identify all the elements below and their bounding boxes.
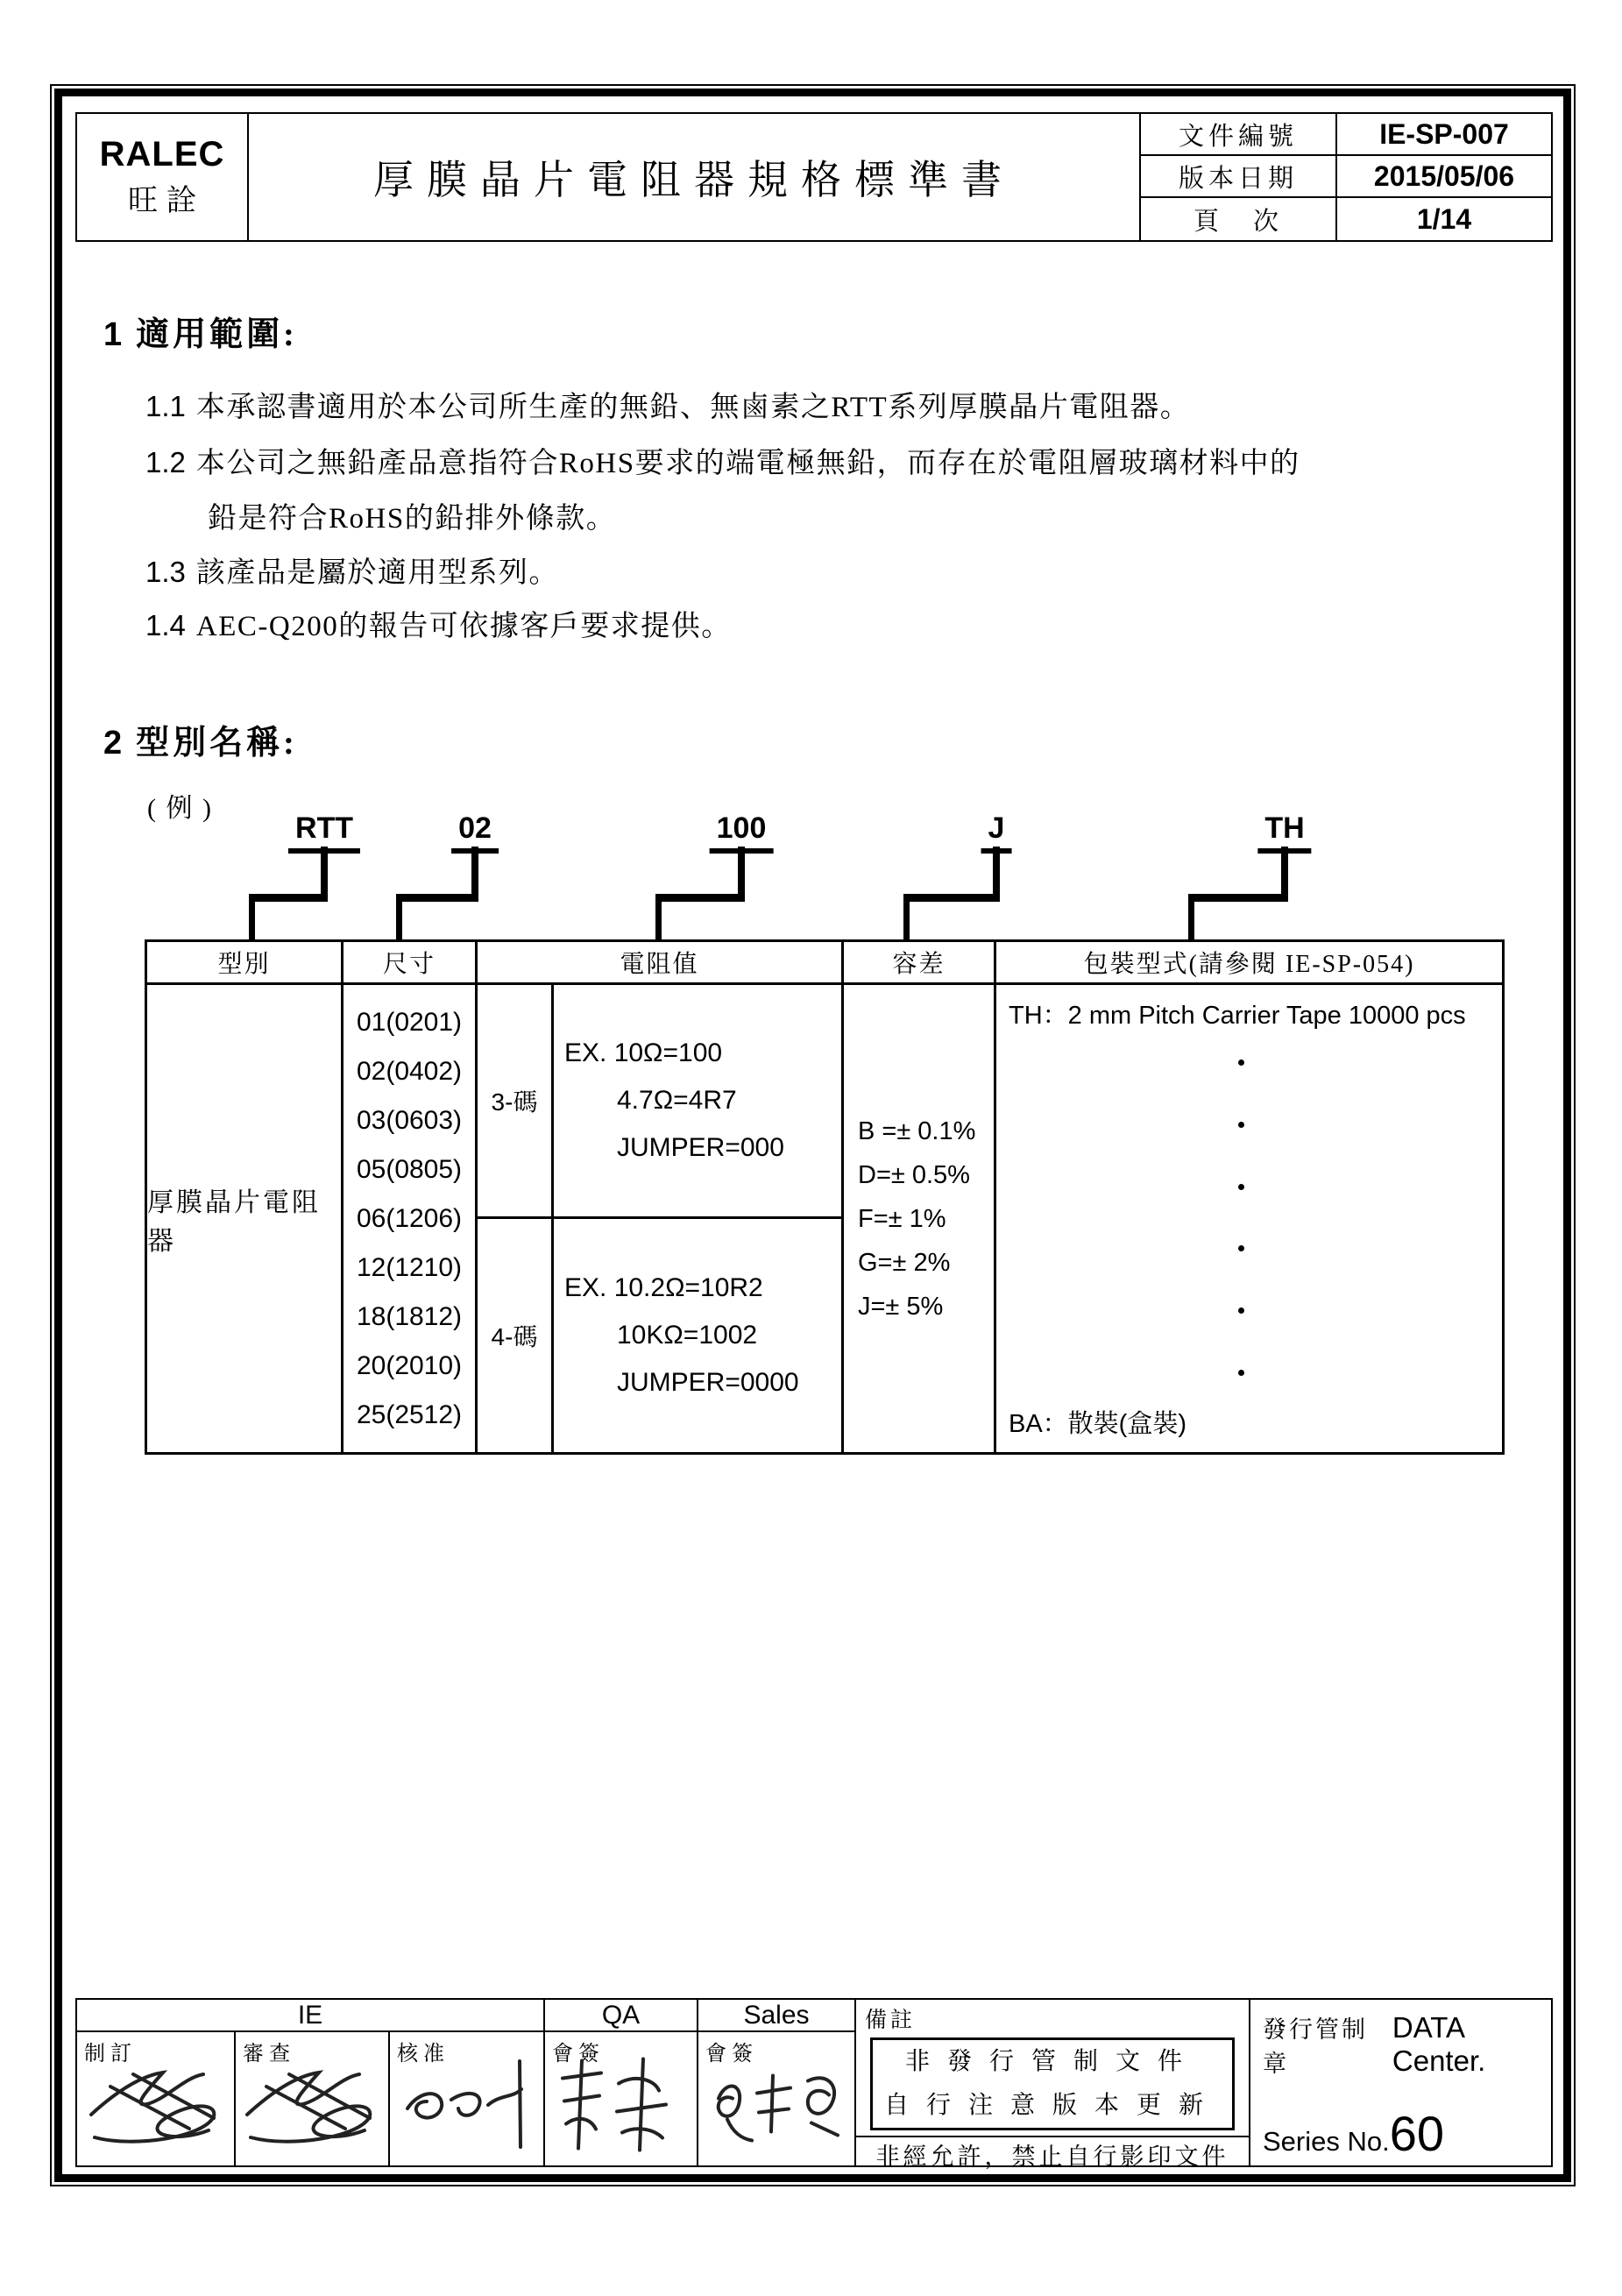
size-item: 01(0201) (356, 1007, 463, 1037)
connector-line (655, 894, 662, 940)
doc-page-label: 頁 次 (1141, 198, 1337, 240)
sign-cell-sales (698, 2032, 856, 2165)
remark-cell (856, 2000, 1250, 2170)
stamp-cell (1250, 2000, 1551, 2165)
part-number-packaging: TH (1257, 811, 1311, 854)
cell-code-3: 3-碼 (478, 985, 554, 1219)
cell-examples-3 (554, 985, 844, 1219)
col-header-packaging: 包裝型式(請參閱 IE-SP-054) (996, 942, 1502, 985)
sign-cell-review (236, 2032, 390, 2165)
resistance-example: 4.7Ω=4R7 (617, 1085, 737, 1115)
clause-1-2 (145, 440, 1300, 481)
connector-line (1188, 894, 1288, 902)
ellipsis-dot (1238, 1245, 1244, 1251)
document-info-table (1141, 114, 1551, 240)
section1-number: 1 (103, 316, 123, 353)
remark-bottom-note: 非經允許，禁止自行影印文件 (856, 2136, 1249, 2172)
connector-line (903, 894, 910, 940)
clause-1-3 (145, 549, 559, 591)
remark-box-line2: 自行注意版本更新 (883, 2092, 1221, 2119)
sign-label: 會簽 (705, 2043, 758, 2066)
stamp-value: DATA Center. (1392, 2011, 1486, 2077)
sign-label: 會簽 (552, 2043, 605, 2066)
size-item: 05(0805) (356, 1154, 463, 1184)
dept-header-ie: IE (77, 2000, 545, 2032)
doc-page-value: 1/14 (1416, 202, 1472, 235)
signature (397, 2056, 537, 2152)
clause-number: 1.2 (145, 446, 186, 478)
part-number-size: 02 (451, 811, 499, 854)
clause-text: AEC-Q200的報告可依據客戶要求提供。 (195, 611, 732, 642)
col-header-tolerance: 容差 (844, 942, 996, 985)
connector-line (738, 847, 745, 901)
part-number-resistance: 100 (710, 811, 774, 854)
company-name-cn: 旺詮 (128, 185, 205, 217)
clause-number: 1.3 (145, 556, 186, 588)
clause-text: 鉛是符合RoHS的鉛排外條款。 (208, 503, 617, 535)
packaging-option-ba: BA：散裝(盒裝) (1009, 1410, 1187, 1438)
sign-cell-qa (545, 2032, 698, 2165)
tolerance-item: J=± 5% (858, 1292, 944, 1321)
series-number-label: Series No. (1263, 2126, 1390, 2157)
signature (242, 2060, 382, 2148)
sign-label: 制訂 (84, 2043, 137, 2066)
clause-text: 本承認書適用於本公司所生產的無鉛、無鹵素之RTT系列厚膜晶片電阻器。 (195, 392, 1191, 423)
ellipsis-dot (1238, 1122, 1244, 1128)
connector-line (655, 894, 745, 902)
ellipsis-dot (1238, 1184, 1244, 1190)
tolerance-item: D=± 0.5% (858, 1160, 970, 1189)
clause-number: 1.4 (145, 609, 186, 641)
clause-1-2-cont (208, 495, 616, 536)
size-item: 03(0603) (356, 1105, 463, 1135)
part-number-series: RTT (288, 811, 360, 854)
remark-label: 備註 (865, 2009, 917, 2032)
size-item: 20(2010) (356, 1350, 463, 1380)
signature (706, 2059, 846, 2151)
section2-title: 型別名稱: (136, 725, 298, 762)
cell-code-4: 4-碼 (478, 1219, 554, 1453)
ellipsis-dot (1238, 1370, 1244, 1376)
example-label: ( 例 ) (147, 794, 213, 823)
tolerance-item: B =± 0.1% (858, 1116, 976, 1145)
doc-number-label: 文件編號 (1141, 114, 1337, 156)
connector-line (249, 894, 255, 940)
header-table (75, 112, 1553, 242)
connector-line (471, 847, 478, 901)
section1-title: 適用範圍: (136, 316, 298, 353)
approval-table (75, 1998, 1553, 2170)
connector-line (1188, 894, 1194, 940)
sign-cell-approve (390, 2032, 545, 2165)
doc-date-label: 版本日期 (1141, 156, 1337, 198)
remark-box-line1: 非發行管制文件 (904, 2048, 1200, 2075)
connector-line (249, 894, 328, 902)
resistance-example: EX. 10Ω=100 (564, 1038, 723, 1067)
size-item: 25(2512) (356, 1400, 463, 1429)
sign-cell-draft (77, 2032, 236, 2165)
connector-line (1281, 847, 1288, 901)
doc-number-value: IE-SP-007 (1337, 114, 1551, 156)
size-item: 06(1206) (356, 1203, 463, 1233)
resistance-example: 10KΩ=1002 (617, 1320, 758, 1350)
remark-box (870, 2037, 1235, 2130)
company-name-en: RALEC (99, 135, 225, 174)
connector-line (903, 894, 1000, 902)
sign-label: 審查 (243, 2043, 295, 2066)
section2-number: 2 (103, 725, 123, 762)
stamp-label: 發行管制章 (1263, 2016, 1368, 2077)
tolerance-item: F=± 1% (858, 1204, 946, 1233)
connector-line (396, 894, 478, 902)
clause-number: 1.1 (145, 390, 186, 422)
clause-1-4 (145, 603, 732, 644)
clause-text: 該產品是屬於適用型系列。 (195, 557, 559, 589)
section1-heading (103, 307, 298, 355)
clause-1-1 (145, 384, 1190, 425)
ellipsis-dots (1009, 1031, 1493, 1404)
size-item: 02(0402) (356, 1056, 463, 1086)
connector-line (321, 847, 328, 901)
ellipsis-dot (1238, 1059, 1244, 1066)
col-header-size: 尺寸 (344, 942, 478, 985)
doc-date-value: 2015/05/06 (1337, 156, 1551, 198)
resistance-example: EX. 10.2Ω=10R2 (564, 1272, 763, 1302)
connector-line (396, 894, 402, 940)
cell-type-value: 厚膜晶片電阻器 (147, 985, 344, 1452)
col-header-resistance: 電阻值 (478, 942, 844, 985)
resistance-example: JUMPER=0000 (617, 1367, 799, 1397)
connector-line (993, 847, 1000, 901)
resistance-example: JUMPER=000 (617, 1132, 784, 1162)
dept-header-qa: QA (545, 2000, 698, 2032)
spec-table (145, 939, 1505, 1455)
part-number-tolerance: J (981, 811, 1012, 854)
cell-examples-4 (554, 1219, 844, 1453)
signature (86, 2060, 226, 2148)
size-item: 18(1812) (356, 1301, 463, 1331)
company-logo (77, 114, 249, 240)
size-item: 12(1210) (356, 1252, 463, 1282)
document-title: 厚膜晶片電阻器規格標準書 (249, 114, 1141, 240)
section2-heading (103, 715, 298, 763)
ellipsis-dot (1238, 1307, 1244, 1314)
cell-size-list (344, 985, 478, 1452)
sign-label: 核准 (397, 2043, 450, 2066)
col-header-type: 型別 (147, 942, 344, 985)
cell-tolerance-list (844, 985, 996, 1452)
dept-header-sales: Sales (698, 2000, 856, 2032)
signature (556, 2054, 687, 2155)
cell-packaging (996, 985, 1502, 1452)
packaging-option-th: TH：2 mm Pitch Carrier Tape 10000 pcs (1009, 1002, 1466, 1030)
series-number-value: 60 (1389, 2106, 1445, 2161)
tolerance-item: G=± 2% (858, 1248, 951, 1277)
clause-text: 本公司之無鉛產品意指符合RoHS要求的端電極無鉛，而存在於電阻層玻璃材料中的 (195, 448, 1300, 479)
